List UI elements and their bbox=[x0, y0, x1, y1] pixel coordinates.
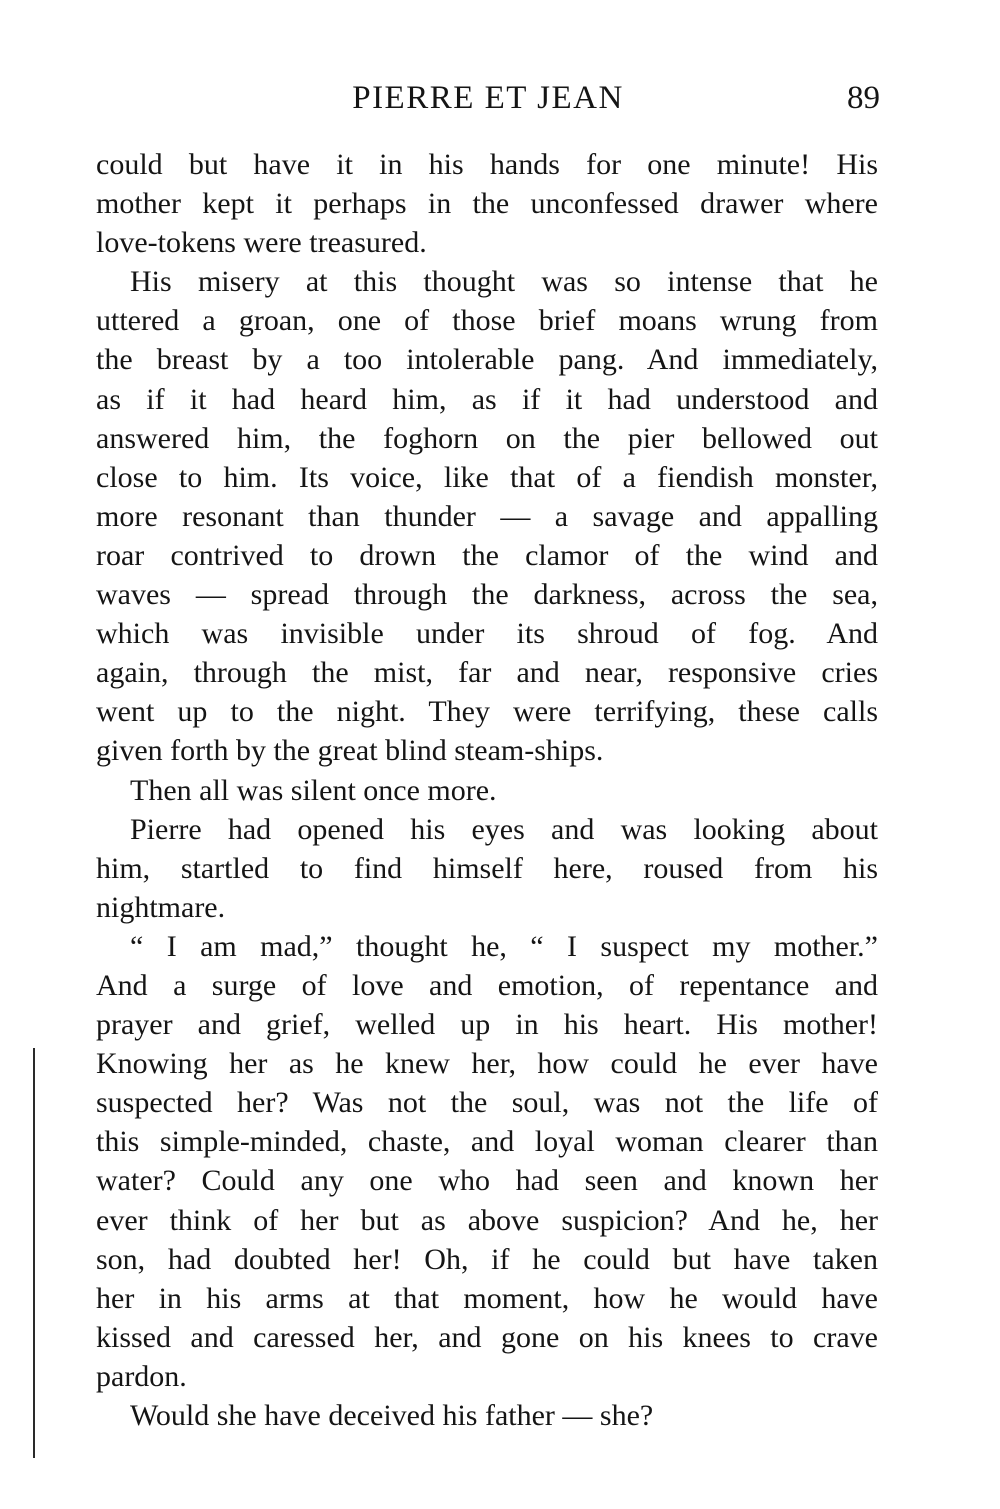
text-line: Pierre had opened his eyes and was looking about bbox=[130, 812, 878, 846]
text-line: this simple-minded, chaste, and loyal woman clearer than bbox=[96, 1125, 878, 1159]
text-line: the breast by a too intolerable pang. And immediately, bbox=[96, 343, 878, 377]
text-line: him, startled to find himself here, roused from his bbox=[96, 851, 878, 885]
text-line: ever think of her but as above suspicion? And he, her bbox=[96, 1203, 878, 1237]
text-line: nightmare. bbox=[96, 890, 226, 924]
text-line: Then all was silent once more. bbox=[130, 773, 497, 807]
text-line: suspected her? Was not the soul, was not the life of bbox=[96, 1086, 878, 1120]
margin-rule bbox=[33, 1048, 35, 1458]
text-line: His misery at this thought was so intense that he bbox=[130, 265, 878, 299]
text-line: could but have it in his hands for one minute! His bbox=[96, 148, 878, 181]
text-line: uttered a groan, one of those brief moans wrung from bbox=[96, 304, 878, 338]
running-head bbox=[96, 74, 880, 122]
text-line: Knowing her as he knew her, how could he ever have bbox=[96, 1047, 878, 1081]
text-line: mother kept it perhaps in the unconfessed drawer where bbox=[96, 187, 878, 221]
text-line: son, had doubted her! Oh, if he could but have taken bbox=[96, 1242, 878, 1276]
text-line: which was invisible under its shroud of fog. And bbox=[96, 617, 878, 651]
page-number: 89 bbox=[847, 80, 880, 116]
text-line: again, through the mist, far and near, responsive cries bbox=[96, 656, 878, 690]
body-text bbox=[96, 145, 878, 1435]
text-line: pardon. bbox=[96, 1359, 187, 1393]
text-line: as if it had heard him, as if it had understood and bbox=[96, 382, 878, 416]
text-line: waves — spread through the darkness, across the sea, bbox=[96, 578, 878, 612]
text-line: kissed and caressed her, and gone on his knees to crave bbox=[96, 1320, 878, 1354]
text-line: prayer and grief, welled up in his heart. His mother! bbox=[96, 1008, 878, 1042]
text-line: roar contrived to drown the clamor of the wind and bbox=[96, 538, 878, 572]
text-line: went up to the night. They were terrifying, these calls bbox=[96, 695, 878, 729]
text-line: her in his arms at that moment, how he would have bbox=[96, 1281, 878, 1315]
text-line: Would she have deceived his father — she? bbox=[130, 1399, 654, 1432]
text-line: more resonant than thunder — a savage and appalling bbox=[96, 499, 878, 533]
text-line: close to him. Its voice, like that of a fiendish monster, bbox=[96, 460, 878, 494]
text-line: And a surge of love and emotion, of repentance and bbox=[96, 968, 878, 1002]
text-line: given forth by the great blind steam-ships. bbox=[96, 734, 604, 768]
text-line: answered him, the foghorn on the pier bellowed out bbox=[96, 421, 878, 455]
text-line: “ I am mad,” thought he, “ I suspect my mother.” bbox=[130, 929, 878, 963]
text-line: love-tokens were treasured. bbox=[96, 226, 427, 260]
text-line: water? Could any one who had seen and known her bbox=[96, 1164, 878, 1198]
running-title: PIERRE ET JEAN bbox=[352, 80, 624, 116]
